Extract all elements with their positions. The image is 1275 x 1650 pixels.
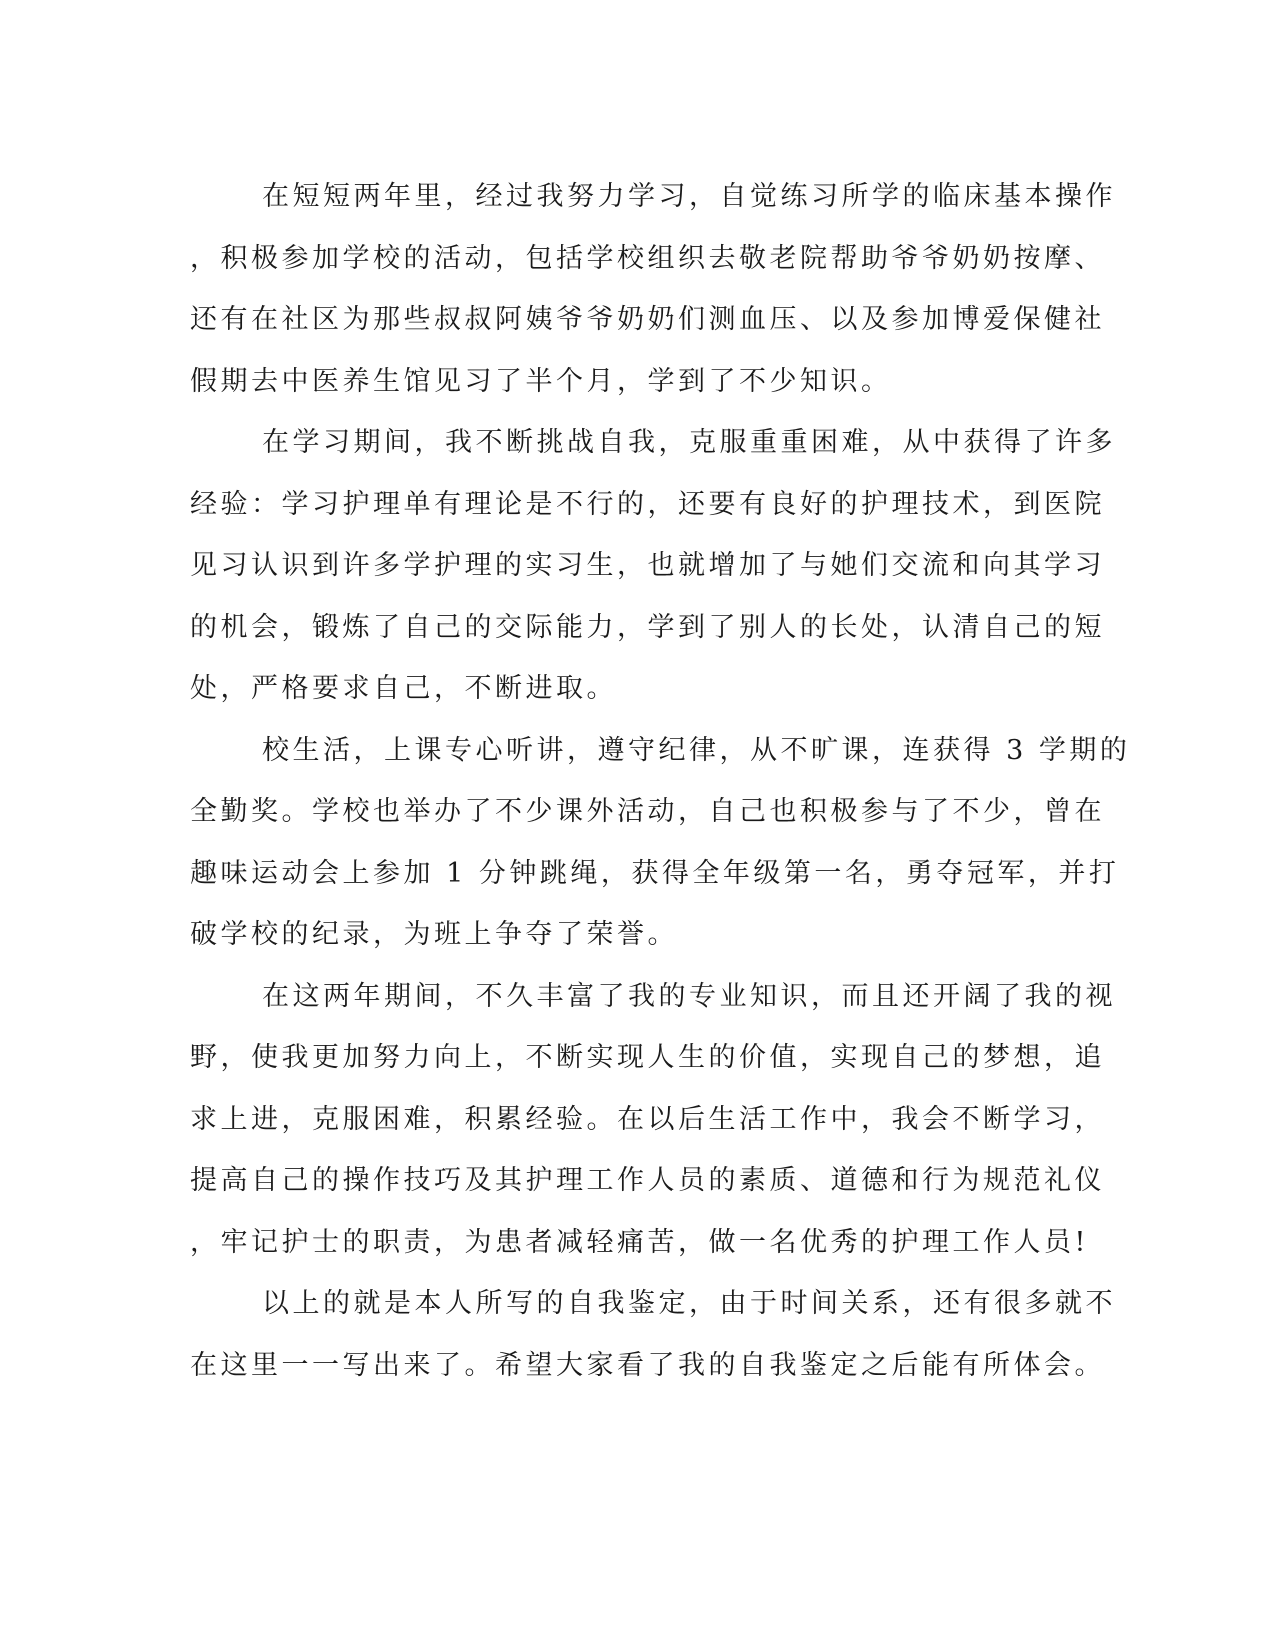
text-line: 处，严格要求自己，不断进取。: [190, 673, 617, 704]
text-line: 破学校的纪录，为班上争夺了荣誉。: [190, 919, 678, 950]
text-line: 假期去中医养生馆见习了半个月，学到了不少知识。: [190, 365, 892, 397]
text-line: ，牢记护士的职责，为患者减轻痛苦，做一名优秀的护理工作人员!: [190, 1226, 1089, 1258]
text-line: 还有在社区为那些叔叔阿姨爷爷奶奶们测血压、以及参加博爱保健社: [190, 304, 1105, 335]
paragraph-4: [190, 966, 1116, 1274]
text-line: 求上进，克服困难，积累经验。在以后生活工作中，我会不断学习，: [190, 1103, 1105, 1135]
text-line: 在这两年期间，不久丰富了我的专业知识，而且还开阔了我的视: [262, 980, 1116, 1012]
text-line: 趣味运动会上参加 1 分钟跳绳，获得全年级第一名，勇夺冠军，并打: [190, 857, 1120, 889]
paragraph-1: [190, 166, 1116, 412]
text-line: 提高自己的操作技巧及其护理工作人员的素质、道德和行为规范礼仪: [190, 1165, 1105, 1196]
text-line: 经验：学习护理单有理论是不行的，还要有良好的护理技术，到医院: [190, 488, 1105, 520]
text-line: 全勤奖。学校也举办了不少课外活动，自己也积极参与了不少，曾在: [190, 796, 1105, 827]
document-body: [190, 166, 1131, 1396]
text-line: 在这里一一写出来了。希望大家看了我的自我鉴定之后能有所体会。: [190, 1349, 1105, 1381]
text-line: 在短短两年里，经过我努力学习，自觉练习所学的临床基本操作: [262, 181, 1116, 212]
paragraph-5: [190, 1273, 1116, 1396]
text-line: 的机会，锻炼了自己的交际能力，学到了别人的长处，认清自己的短: [190, 611, 1105, 643]
paragraph-3: [190, 720, 1131, 966]
text-line: ，积极参加学校的活动，包括学校组织去敬老院帮助爷爷奶奶按摩、: [190, 242, 1105, 274]
text-line: 见习认识到许多学护理的实习生，也就增加了与她们交流和向其学习: [190, 550, 1105, 581]
text-line: 以上的就是本人所写的自我鉴定，由于时间关系，还有很多就不: [262, 1288, 1116, 1319]
text-line: 校生活，上课专心听讲，遵守纪律，从不旷课，连获得 3 学期的: [262, 734, 1131, 766]
text-line: 在学习期间，我不断挑战自我，克服重重困难，从中获得了许多: [262, 427, 1116, 458]
text-line: 野，使我更加努力向上，不断实现人生的价值，实现自己的梦想，追: [190, 1042, 1105, 1073]
paragraph-2: [190, 412, 1116, 720]
